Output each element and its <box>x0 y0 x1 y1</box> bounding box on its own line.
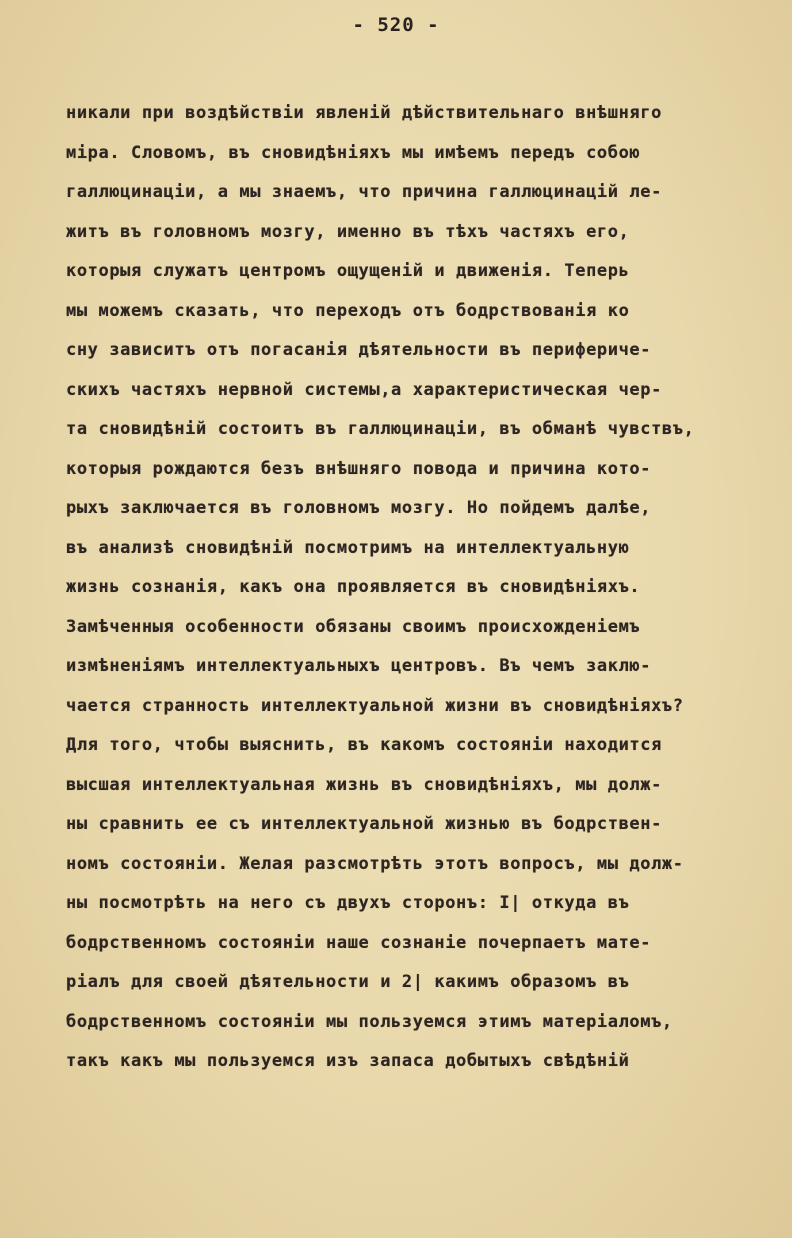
text-line: житъ въ головномъ мозгу, именно въ тѣхъ частяхъ его, <box>66 221 630 242</box>
text-line: галлюцинаціи, а мы знаемъ, что причина галлюцинацій ле- <box>66 182 662 202</box>
text-line: бодрственномъ состояніи мы пользуемся этимъ матеріаломъ, <box>66 1011 673 1032</box>
text-line: никали при воздѣйствіи явленій дѣйствительнаго внѣшняго <box>66 103 662 123</box>
text-line: высшая интеллектуальная жизнь въ сновидѣніяхъ, мы долж- <box>66 774 662 795</box>
text-line: жизнь сознанія, какъ она проявляется въ сновидѣніяхъ. <box>66 577 641 597</box>
page-number: - 520 - <box>352 14 440 36</box>
text-line: Замѣченныя особенности обязаны своимъ происхожденіемъ <box>66 616 641 637</box>
text-line: въ анализѣ сновидѣній посмотримъ на интеллектуальную <box>66 537 630 558</box>
text-line: чается странность интеллектуальной жизни въ сновидѣніяхъ? <box>66 695 684 716</box>
text-line: измѣненіямъ интеллектуальныхъ центровъ. Въ чемъ заклю- <box>66 656 652 676</box>
text-line: ны сравнить ее съ интеллектуальной жизнью въ бодрствен- <box>66 814 662 834</box>
body-text <box>66 94 792 1082</box>
text-line: ріалъ для своей дѣятельности и 2| какимъ образомъ въ <box>66 972 630 992</box>
text-line: сну зависитъ отъ погасанія дѣятельности въ перифериче- <box>66 340 652 360</box>
text-line: такъ какъ мы пользуемся изъ запаса добытыхъ свѣдѣній <box>66 1051 630 1071</box>
text-line: которыя рождаются безъ внѣшняго повода и причина кото- <box>66 458 652 479</box>
text-line: та сновидѣній состоитъ въ галлюцинаціи, въ обманѣ чувствъ, <box>66 419 695 439</box>
text-line: номъ состояніи. Желая разсмотрѣть этотъ вопросъ, мы долж- <box>66 853 684 874</box>
text-line: міра. Словомъ, въ сновидѣніяхъ мы имѣемъ передъ собою <box>66 142 641 163</box>
text-line: которыя служатъ центромъ ощущеній и движенія. Теперь <box>66 261 630 281</box>
text-line: скихъ частяхъ нервной системы,а характеристическая чер- <box>66 379 662 400</box>
text-line: Для того, чтобы выяснить, въ какомъ состояніи находится <box>66 735 662 755</box>
text-line: рыхъ заключается въ головномъ мозгу. Но пойдемъ далѣе, <box>66 498 652 518</box>
text-line: мы можемъ сказать, что переходъ отъ бодрствованія ко <box>66 300 630 321</box>
text-line: бодрственномъ состояніи наше сознаніе почерпаетъ мате- <box>66 932 652 953</box>
text-line: ны посмотрѣть на него съ двухъ сторонъ: I| откуда въ <box>66 893 630 913</box>
